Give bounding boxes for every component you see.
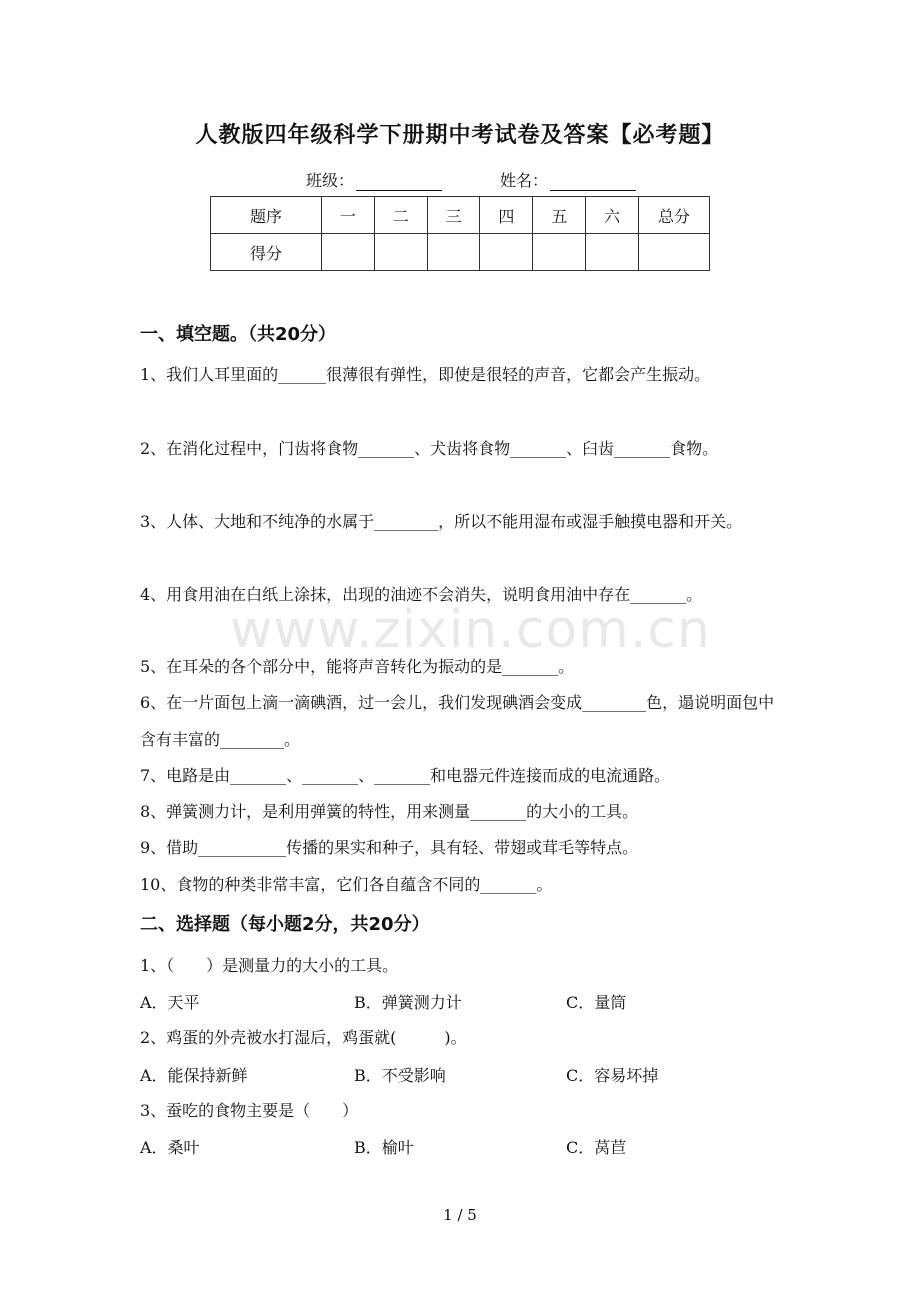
fill-question: 3、人体、大地和不纯净的水属于________，所以不能用湿布或湿手触摸电器和开关。 <box>140 512 743 531</box>
section2-heading: 二、选择题（每小题2分，共20分） <box>140 914 430 935</box>
score-cell[interactable] <box>374 234 427 271</box>
score-cell[interactable] <box>322 234 375 271</box>
fill-question: 1、我们人耳里面的______很薄很有弹性，即使是很轻的声音，它都会产生振动。 <box>140 365 711 384</box>
class-blank[interactable] <box>356 174 442 191</box>
option-c[interactable]: C．容易坏掉 <box>566 1066 659 1085</box>
choice-options <box>140 1063 785 1093</box>
score-table-score-row <box>211 234 710 271</box>
option-b[interactable]: B．弹簧测力计 <box>354 993 462 1012</box>
fill-question: 6、在一片面包上滴一滴碘酒，过一会儿，我们发现碘酒会变成________色，遢说明面包中含有丰富的________。 <box>140 693 775 749</box>
option-b[interactable]: B．榆叶 <box>354 1138 414 1157</box>
fill-question: 7、电路是由_______、_______、_______和电器元件连接而成的电流通路。 <box>140 766 671 785</box>
page-title: 人教版四年级科学下册期中考试卷及答案【必考题】 <box>195 123 725 148</box>
choice-options <box>140 990 785 1020</box>
fill-question: 8、弹簧测力计，是利用弹簧的特性，用来测量_______的大小的工具。 <box>140 802 639 821</box>
score-header-cell: 题序 <box>211 197 322 234</box>
score-header-cell: 六 <box>586 197 639 234</box>
score-header-cell: 四 <box>480 197 533 234</box>
score-table-header-row <box>211 197 710 234</box>
page-number: 1 / 5 <box>443 1206 477 1224</box>
score-cell[interactable] <box>533 234 586 271</box>
score-cell[interactable] <box>586 234 639 271</box>
name-label: 姓名： <box>500 171 549 190</box>
fill-question: 2、在消化过程中，门齿将食物_______、犬齿将食物_______、臼齿_______食物。 <box>140 439 719 458</box>
option-a[interactable]: A．桑叶 <box>140 1138 200 1157</box>
choice-question-stem: 1、（ ）是测量力的大小的工具。 <box>140 956 399 975</box>
option-a[interactable]: A．天平 <box>140 993 200 1012</box>
name-field <box>500 168 636 191</box>
option-c[interactable]: C．莴苣 <box>566 1138 627 1157</box>
class-label: 班级： <box>306 171 355 190</box>
score-row-label: 得分 <box>211 234 322 271</box>
name-blank[interactable] <box>550 174 636 191</box>
option-b[interactable]: B．不受影响 <box>354 1066 446 1085</box>
score-header-cell: 三 <box>427 197 480 234</box>
fill-question: 5、在耳朵的各个部分中，能将声音转化为振动的是_______。 <box>140 657 575 676</box>
score-cell[interactable] <box>639 234 710 271</box>
option-a[interactable]: A．能保持新鲜 <box>140 1066 248 1085</box>
score-header-cell: 五 <box>533 197 586 234</box>
choice-options <box>140 1135 785 1165</box>
score-header-cell: 一 <box>322 197 375 234</box>
fill-question: 10、食物的种类非常丰富，它们各自蕴含不同的_______。 <box>140 875 553 894</box>
score-cell[interactable] <box>480 234 533 271</box>
watermark: www.zixin.com.cn <box>230 600 711 660</box>
fill-question: 9、借助___________传播的果实和种子，具有轻、带翅或茸毛等特点。 <box>140 838 639 857</box>
fill-question: 4、用食用油在白纸上涂抹，出现的油迹不会消失，说明食用油中存在_______。 <box>140 585 703 604</box>
section1-heading: 一、填空题。（共20分） <box>140 324 337 345</box>
option-c[interactable]: C．量筒 <box>566 993 627 1012</box>
score-cell[interactable] <box>427 234 480 271</box>
choice-question-stem: 2、鸡蛋的外壳被水打湿后，鸡蛋就( )。 <box>140 1028 467 1047</box>
choice-question-stem: 3、蚕吃的食物主要是（ ） <box>140 1101 359 1120</box>
score-table <box>210 196 710 271</box>
score-header-cell: 二 <box>374 197 427 234</box>
class-field <box>306 168 442 191</box>
score-header-cell: 总分 <box>639 197 710 234</box>
